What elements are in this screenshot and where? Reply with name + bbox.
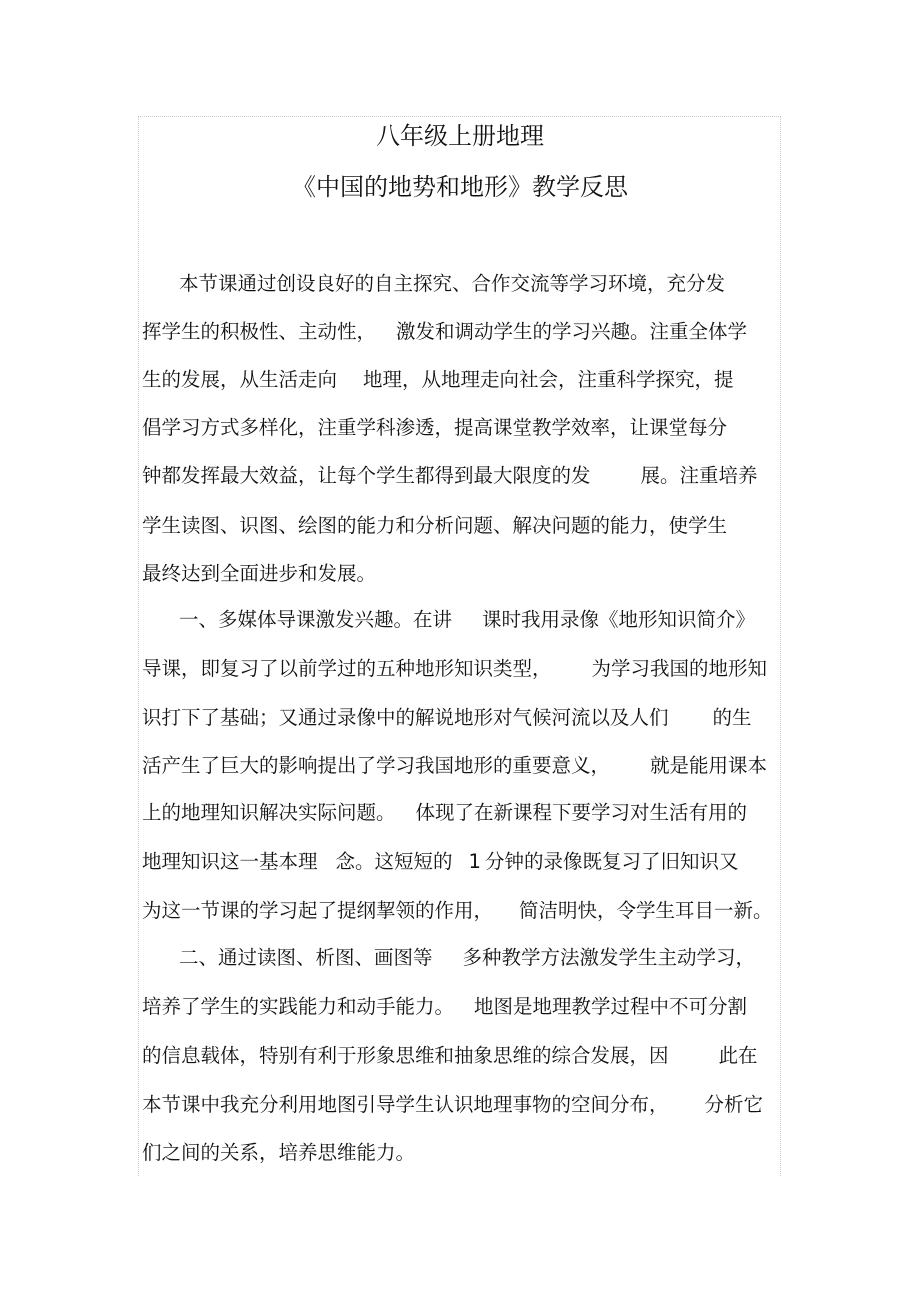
section-one-line: 一、多媒体导课激发兴趣。在讲 课时我用录像《地形知识简介》 [179, 608, 756, 631]
section-two-line: 二、通过读图、析图、画图等 多种教学方法激发学生主动学习， [179, 946, 756, 969]
paragraph-line: 倡学习方式多样化，注重学科渗透，提高课堂教学效率，让课堂每分 [142, 416, 728, 439]
section-one-line: 活产生了巨大的影响提出了学习我国地形的重要意义， 就是能用课本 [142, 754, 768, 777]
document-title: 八年级上册地理 [376, 122, 544, 150]
section-one-line: 地理知识这一基本理 念。这短短的 1 分钟的录像既复习了旧知识又 [142, 850, 739, 873]
paragraph-line: 最终达到全面进步和发展。 [142, 562, 377, 585]
paragraph-line: 生的发展，从生活走向 地理，从地理走向社会，注重科学探究，提 [142, 368, 734, 391]
section-two-line: 们之间的关系，培养思维能力。 [142, 1141, 416, 1164]
paragraph-line: 挥学生的积极性、主动性， 激发和调动学生的学习兴趣。注重全体学 [142, 320, 748, 343]
section-one-line: 为这一节课的学习起了提纲挈领的作用， 简洁明快，令学生耳目一新。 [142, 899, 773, 922]
section-one-line: 识打下了基础；又通过录像中的解说地形对气候河流以及人们 的生 [142, 706, 752, 729]
section-two-line: 本节课中我充分利用地图引导学生认识地理事物的空间分布， 分析它 [142, 1093, 764, 1116]
paragraph-line: 学生读图、识图、绘图的能力和分析问题、解决问题的能力，使学生 [142, 514, 728, 537]
document-subtitle: 《中国的地势和地形》教学反思 [292, 173, 628, 201]
paragraph-line: 本节课通过创设良好的自主探究、合作交流等学习环境，充分发 [179, 272, 726, 295]
section-one-line: 导课，即复习了以前学过的五种地形知识类型， 为学习我国的地形知 [142, 657, 768, 680]
section-two-line: 培养了学生的实践能力和动手能力。 地图是地理教学过程中不可分割 [142, 995, 748, 1018]
paragraph-line: 钟都发挥最大效益，让每个学生都得到最大限度的发 展。注重培养 [142, 464, 758, 487]
section-one-line: 上的地理知识解决实际问题。 体现了在新课程下要学习对生活有用的 [142, 801, 748, 824]
section-two-line: 的信息载体，特别有利于形象思维和抽象思维的综合发展，因 此在 [142, 1044, 758, 1067]
